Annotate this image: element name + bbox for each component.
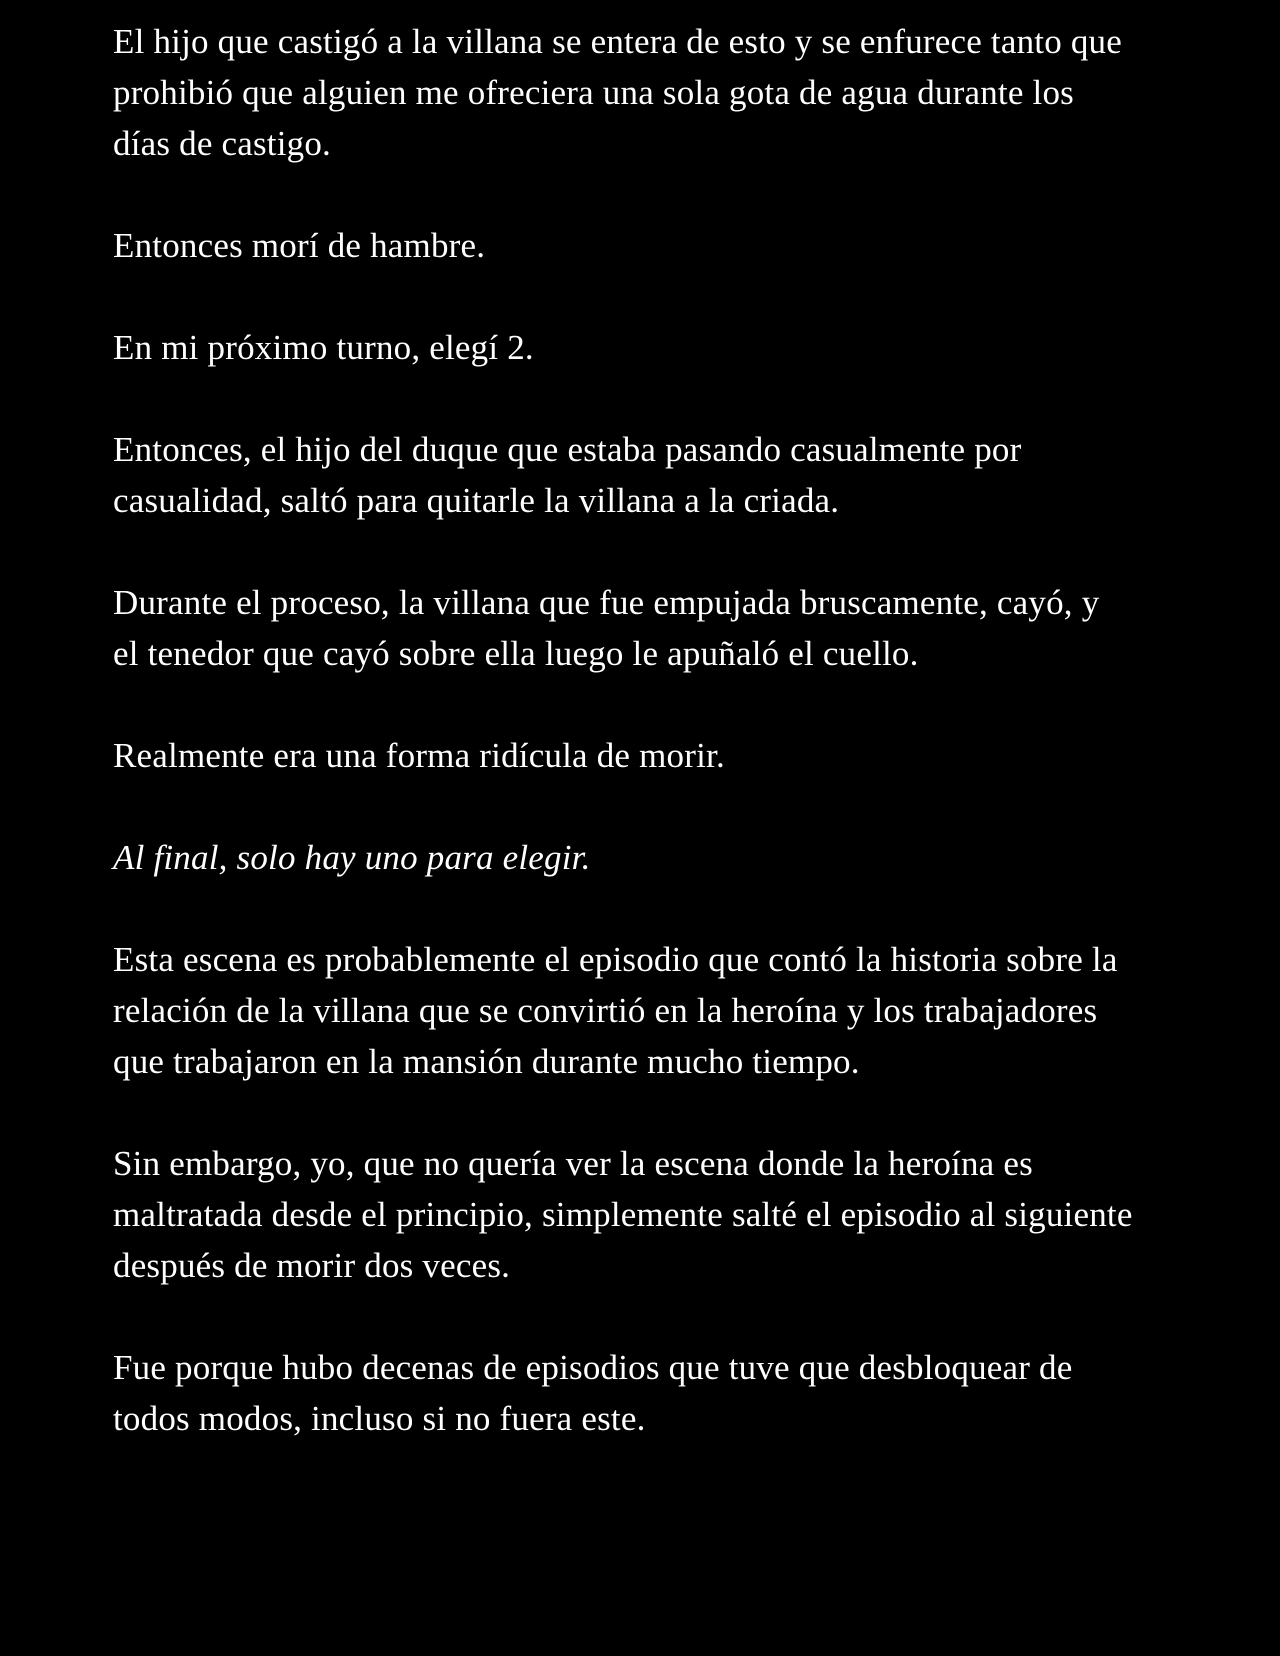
- paragraph-4: Entonces, el hijo del duque que estaba pasando casualmente por casualidad, saltó para quitarle la villana a la criada.: [113, 430, 1022, 520]
- paragraph-1: El hijo que castigó a la villana se entera de esto y se enfurece tanto que prohibió que alguien me ofreciera una sola gota de agua durante los días de castigo.: [113, 22, 1122, 163]
- paragraph-9: Sin embargo, yo, que no quería ver la escena donde la heroína es maltratada desde el principio, simplemente salté el episodio al siguiente después de morir dos veces.: [113, 1144, 1133, 1285]
- paragraph-2: Entonces morí de hambre.: [113, 226, 486, 265]
- paragraph-7-italic: Al final, solo hay uno para elegir.: [113, 838, 591, 877]
- paragraph-10: Fue porque hubo decenas de episodios que tuve que desbloquear de todos modos, incluso si no fuera este.: [113, 1348, 1073, 1438]
- paragraph-3: En mi próximo turno, elegí 2.: [113, 328, 534, 367]
- paragraph-8: Esta escena es probablemente el episodio que contó la historia sobre la relación de la villana que se convirtió en la heroína y los trabajadores que trabajaron en la mansión durante mucho tiempo.: [113, 940, 1118, 1081]
- paragraph-5: Durante el proceso, la villana que fue empujada bruscamente, cayó, y el tenedor que cayó sobre ella luego le apuñaló el cuello.: [113, 583, 1100, 673]
- paragraph-6: Realmente era una forma ridícula de morir.: [113, 736, 725, 775]
- document-page: [113, 16, 1133, 1495]
